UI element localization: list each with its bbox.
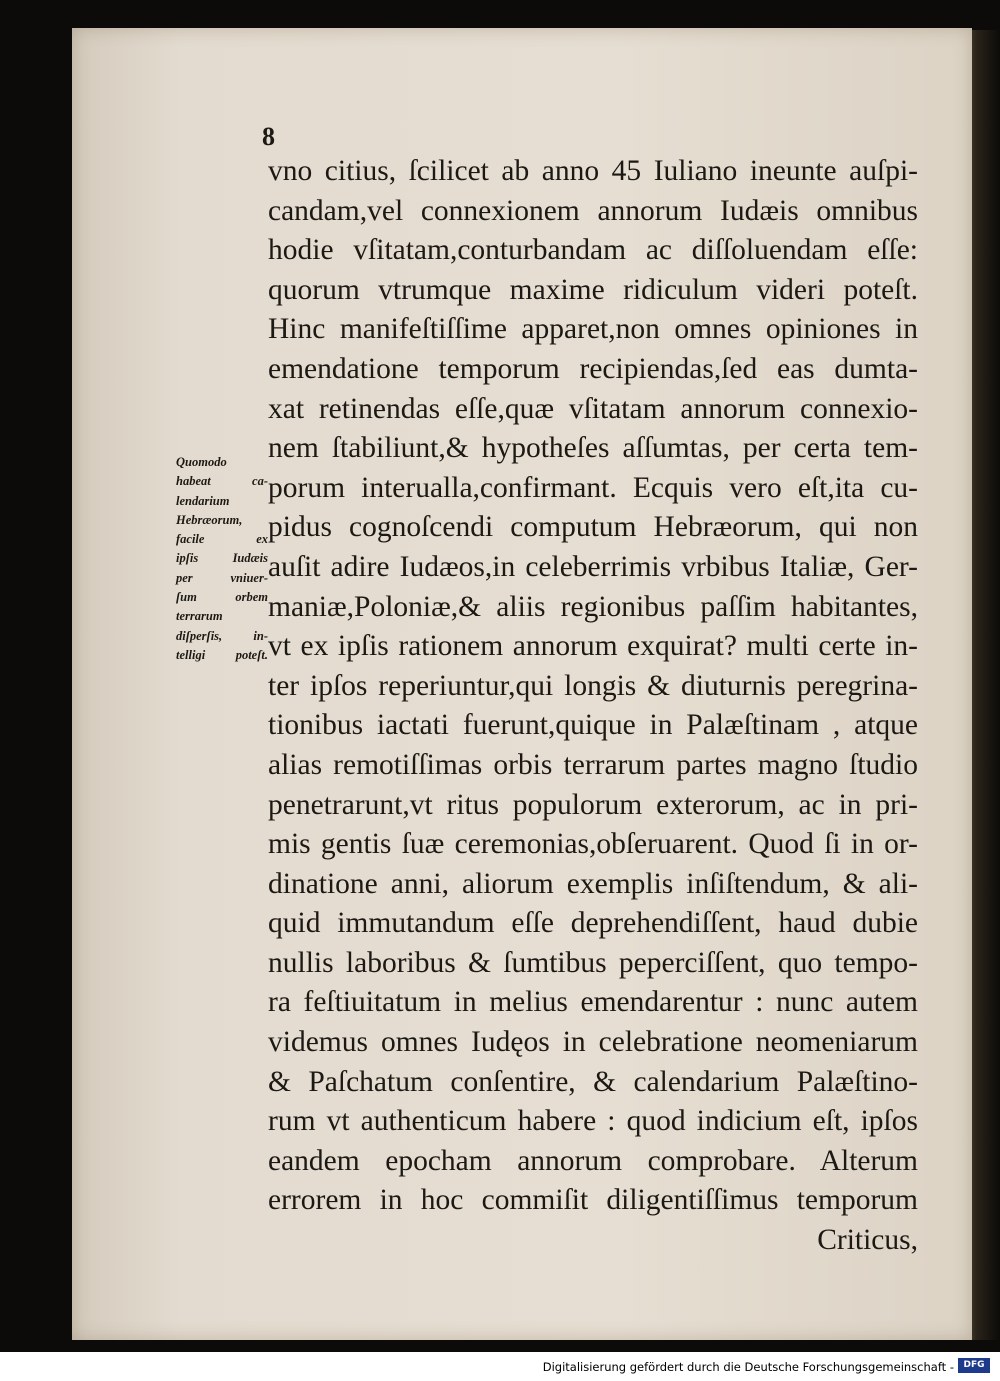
text-line: quid immutandum eſſe deprehendiſſent, haud dubie <box>268 907 918 940</box>
text-line: xat retinendas eſſe,quæ vſitatam annorum connexio- <box>268 392 918 425</box>
marginal-note-line: habeat ca- <box>176 474 268 489</box>
text-line: alias remotiſſimas orbis terrarum partes magno ſtudio <box>268 748 918 781</box>
marginal-note-line: telligi poteſt. <box>176 647 268 662</box>
marginal-note-line: facile ex <box>176 532 268 547</box>
text-line: nem ſtabiliunt,& hypotheſes aſſumtas, per certa tem- <box>268 432 918 465</box>
marginal-note-line: Hebræorum, <box>176 512 243 527</box>
text-line: videmus omnes Iudęos in celebratione neomeniarum <box>268 1026 918 1059</box>
text-line: emendatione temporum recipiendas,ſed eas dumta- <box>268 352 918 385</box>
marginal-note-line: per vniuer- <box>176 570 268 585</box>
funding-credit: Digitalisierung gefördert durch die Deutsche Forschungsgemeinschaft - <box>542 1360 954 1374</box>
text-line: vt ex ipſis rationem annorum exquirat? multi certe in- <box>268 630 918 663</box>
text-line: penetrarunt,vt ritus populorum exterorum, ac in pri- <box>268 788 918 821</box>
marginal-note-line: ipſis Iudæis <box>176 551 268 566</box>
text-line: vno citius, ſcilicet ab anno 45 Iuliano ineunte auſpi- <box>268 155 918 187</box>
text-line: rum vt authenticum habere : quod indicium eſt, ipſos <box>268 1105 918 1138</box>
text-line: mis gentis ſuæ ceremonias,obſeruarent. Quod ſi in or- <box>268 828 918 861</box>
text-line: eandem epocham annorum comprobare. Alterum <box>268 1144 918 1177</box>
page-number: 8 <box>262 122 275 151</box>
text-line: auſit adire Iudæos,in celeberrimis vrbibus Italiæ, Ger- <box>268 550 918 583</box>
marginal-note <box>176 453 268 665</box>
footer <box>0 1352 1000 1381</box>
text-line: ter ipſos reperiuntur,qui longis & diuturnis peregrina- <box>268 669 918 702</box>
text-line: nullis laboribus & ſumtibus peperciſſent, quo tempo- <box>268 946 918 979</box>
body-text <box>268 152 918 1261</box>
text-line: hodie vſitatam,conturbandam ac diſſoluendam eſſe: <box>268 234 918 267</box>
marginal-note-line: diſperſis, in- <box>176 628 268 643</box>
marginal-note-line: ſum orbem <box>176 590 268 605</box>
text-line: candam,vel connexionem annorum Iudæis omnibus <box>268 194 918 227</box>
marginal-note-line: lendarium <box>176 493 230 508</box>
text-line: tionibus iactati fuerunt,quique in Palæſtinam , atque <box>268 709 918 742</box>
text-line: quorum vtrumque maxime ridiculum videri poteſt. <box>268 273 918 306</box>
text-line: dinatione anni, aliorum exemplis inſiſtendum, & ali- <box>268 867 918 900</box>
text-line: & Paſchatum conſentire, & calendarium Palæſtino- <box>268 1065 918 1098</box>
text-line: porum interualla,confirmant. Ecquis vero eſt,ita cu- <box>268 471 918 504</box>
text-line: Hinc manifeſtiſſime apparet,non omnes opiniones in <box>268 313 918 346</box>
text-line: errorem in hoc commiſit diligentiſſimus temporum <box>268 1184 918 1217</box>
marginal-note-line: terrarum <box>176 609 223 624</box>
text-line: Criticus, <box>817 1224 918 1257</box>
text-line: maniæ,Poloniæ,& aliis regionibus paſſim habitantes, <box>268 590 918 623</box>
text-line: ra feſtiuitatum in melius emendarentur : nunc autem <box>268 986 918 1019</box>
dfg-logo-icon: DFG <box>958 1358 990 1373</box>
marginal-note-line: Quomodo <box>176 455 227 469</box>
text-line: pidus cognoſcendi computum Hebræorum, qui non <box>268 511 918 544</box>
